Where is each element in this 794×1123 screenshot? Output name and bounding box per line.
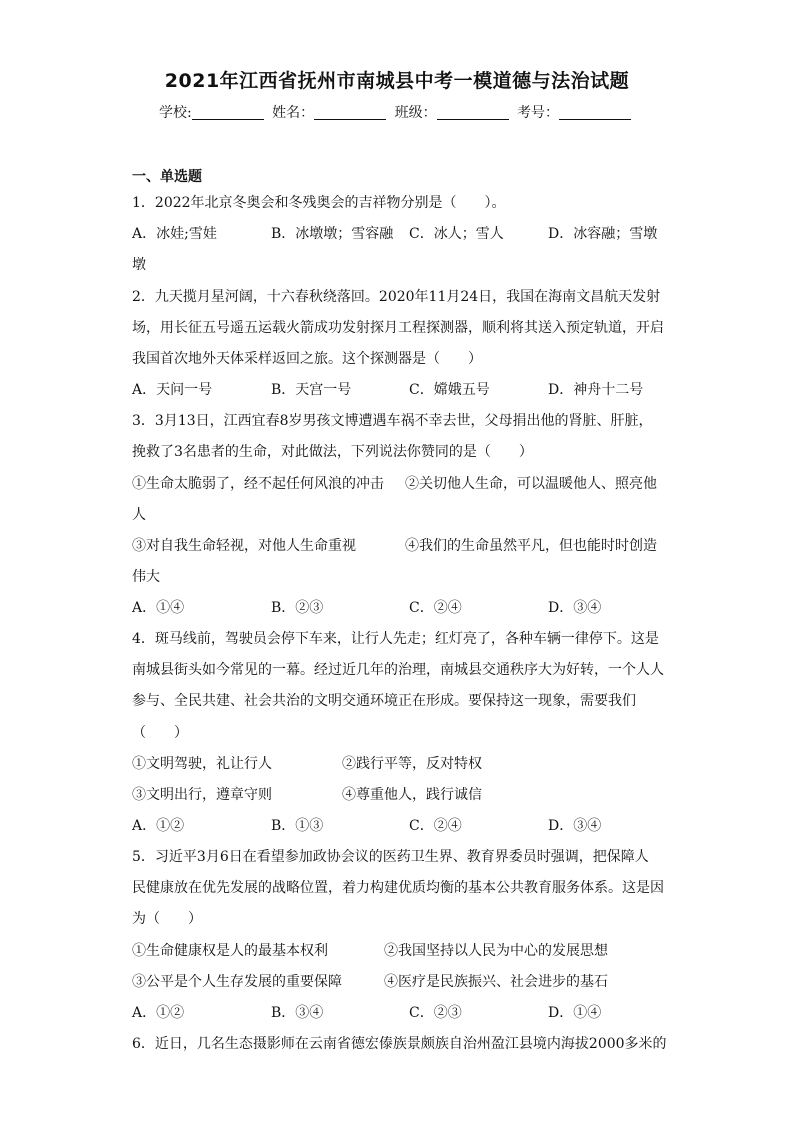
q4-option-c: C．②④	[409, 818, 462, 834]
q3-statement-4-overflow: 伟大	[132, 569, 160, 585]
q1-option-c: C．冰人；雪人	[409, 226, 504, 242]
q4-option-d: D．③④	[548, 818, 602, 834]
q5-statement-3: ③公平是个人生存发展的重要保障	[132, 974, 342, 990]
question-2-stem-line-3: 我国首次地外天体采样返回之旅。这个探测器是（ ）	[132, 351, 482, 367]
q4-statement-1: ①文明驾驶，礼让行人	[132, 756, 272, 772]
question-5-stem-line-3: 为（ ）	[132, 911, 202, 927]
question-6-stem-line-1: 6．近日，几名生态摄影师在云南省德宏傣族景颇族自治州盈江县境内海拔2000多米的	[132, 1036, 667, 1052]
q5-option-a: A．①②	[132, 1005, 185, 1021]
question-5-stem-line-1: 5．习近平3月6日在看望参加政协会议的医药卫生界、教育界委员时强调，把保障人	[132, 849, 649, 865]
q3-statement-3: ③对自我生命轻视，对他人生命重视	[132, 538, 356, 554]
question-3-stem-line-2: 挽救了3名患者的生命，对此做法，下列说法你赞同的是（ ）	[132, 444, 533, 460]
section-title: 一、单选题	[132, 169, 202, 185]
q5-statement-2: ②我国坚持以人民为中心的发展思想	[384, 943, 608, 959]
q5-option-b: B．③④	[271, 1005, 324, 1021]
question-4-stem-line-2: 南城县街头如今常见的一幕。经过近几年的治理，南城县交通秩序大为好转，一个人人	[132, 662, 664, 678]
q2-option-d: D．神舟十二号	[548, 382, 644, 398]
exam-no-blank[interactable]	[559, 105, 631, 120]
q1-option-d-overflow: 墩	[132, 257, 146, 273]
q3-option-b: B．②③	[271, 600, 324, 616]
q1-option-a: A．冰娃;雪娃	[132, 226, 217, 242]
q3-option-a: A．①④	[132, 600, 185, 616]
question-4-stem-line-3: 参与、全民共建、社会共治的文明交通环境正在形成。要保持这一现象，需要我们	[132, 693, 636, 709]
q3-statement-1: ①生命太脆弱了，经不起任何风浪的冲击	[132, 476, 384, 492]
q4-statement-4: ④尊重他人，践行诚信	[342, 787, 482, 803]
q5-option-d: D．①④	[548, 1005, 602, 1021]
question-4-stem-line-1: 4．斑马线前，驾驶员会停下车来，让行人先走；红灯亮了，各种车辆一律停下。这是	[132, 631, 659, 647]
q5-statement-1: ①生命健康权是人的最基本权利	[132, 943, 328, 959]
name-blank[interactable]	[314, 105, 386, 120]
q3-option-d: D．③④	[548, 600, 602, 616]
q3-statement-2: ②关切他人生命，可以温暖他人、照亮他	[405, 476, 657, 492]
q1-option-d: D．冰容融；雪墩	[548, 226, 658, 242]
q2-option-c: C．嫦娥五号	[409, 382, 490, 398]
class-blank[interactable]	[437, 105, 509, 120]
q5-statement-4: ④医疗是民族振兴、社会进步的基石	[384, 974, 608, 990]
exam-no-label: 考号：	[517, 105, 560, 121]
q3-statement-2-overflow: 人	[132, 507, 146, 523]
class-label: 班级：	[394, 105, 437, 121]
school-label: 学校:	[158, 105, 192, 121]
q3-statement-4: ④我们的生命虽然平凡，但也能时时创造	[405, 538, 657, 554]
q2-option-b: B．天宫一号	[271, 382, 352, 398]
student-info-row	[0, 102, 794, 122]
question-5-stem-line-2: 民健康放在优先发展的战略位置，着力构建优质均衡的基本公共教育服务体系。这是因	[132, 880, 664, 896]
question-3-stem-line-1: 3．3月13日，江西宜春8岁男孩文博遭遇车祸不幸去世，父母捐出他的肾脏、肝脏，	[132, 413, 653, 429]
q1-option-b: B．冰墩墩；雪容融	[271, 226, 394, 242]
q4-statement-3: ③文明出行，遵章守则	[132, 787, 272, 803]
name-label: 姓名：	[272, 105, 315, 121]
q4-option-b: B．①③	[271, 818, 324, 834]
question-4-stem-line-4: （ ）	[132, 725, 188, 741]
question-1-stem: 1．2022年北京冬奥会和冬残奥会的吉祥物分别是（ ）。	[132, 195, 506, 211]
question-2-stem-line-2: 场，用长征五号遥五运载火箭成功发射探月工程探测器，顺利将其送入预定轨道，开启	[132, 320, 664, 336]
school-blank[interactable]	[192, 105, 264, 120]
question-2-stem-line-1: 2．九天揽月星河阔，十六春秋绕落回。2020年11月24日，我国在海南文昌航天发射	[132, 289, 661, 305]
q2-option-a: A．天问一号	[132, 382, 213, 398]
q4-option-a: A．①②	[132, 818, 185, 834]
page-title: 2021年江西省抚州市南城县中考一模道德与法治试题	[164, 70, 630, 92]
q3-option-c: C．②④	[409, 600, 462, 616]
q4-statement-2: ②践行平等，反对特权	[342, 756, 482, 772]
q5-option-c: C．②③	[409, 1005, 462, 1021]
